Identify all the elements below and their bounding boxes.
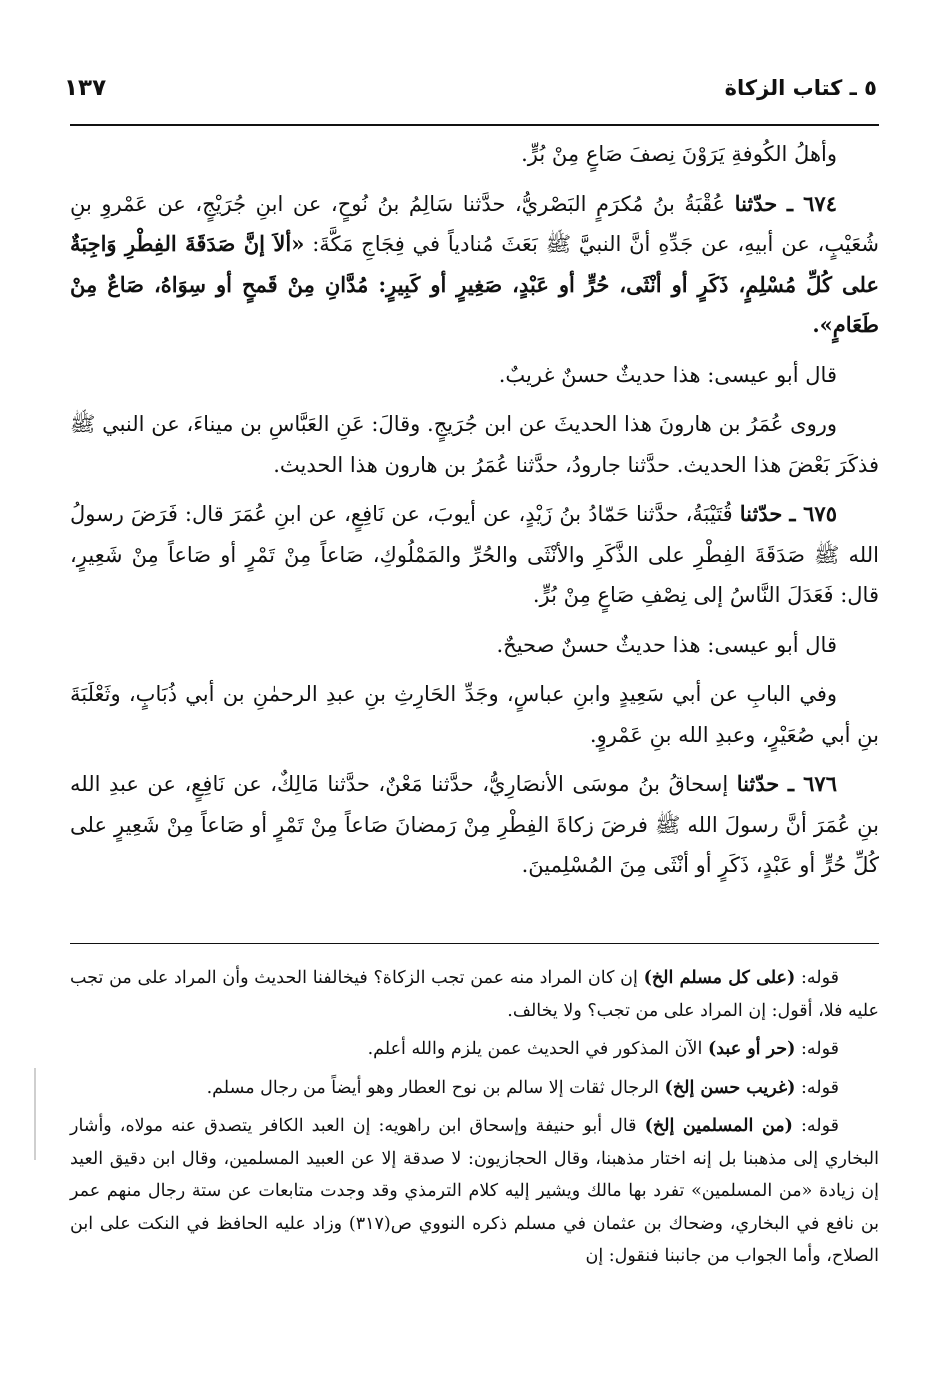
paragraph-text: وفي البابِ عن أبي سَعِيدٍ وابنِ عباسٍ، وجَدِّ الحَارِثِ بنِ عبدِ الرحمٰنِ بن أبي ذُبَابٍ، وثَعْلَبَةَ بنِ أبي صُعَيْرٍ، وعبدِ الله بنِ عَمْروٍ. xyxy=(70,682,879,747)
paragraph-text: وأهلُ الكُوفةِ يَرَوْنَ نِصفَ صَاعٍ مِنْ بُرٍّ. xyxy=(521,142,837,166)
footnote-prefix: قوله: xyxy=(795,968,839,988)
paragraph-bab xyxy=(70,674,879,755)
grading-675 xyxy=(70,625,879,666)
grading-674 xyxy=(70,355,879,396)
footnote-text: الرجال ثقات إلا سالم بن نوح العطار وهو أيضاً من رجال مسلم. xyxy=(206,1077,665,1098)
footnote-text: إن كان المراد منه عمن تجب الزكاة؟ فيخالفنا الحديث وأن المراد على من تجب عليه فلا، أقول: إن المراد على من تجب؟ ولا يخالف. xyxy=(70,968,879,1021)
hadith-text: قُتَيْبَةُ، حدَّثنا حَمّادُ بنُ زَيْدٍ، عن أيوبَ، عن نَافِعٍ، عن ابنِ عُمَرَ قال: فَرَضَ رسولُ الله ﷺ صَدَقَةَ الفِطْرِ على الذَّكَرِ والأنْثَى والحُرِّ والمَمْلُوكِ، صَاعاً مِنْ تَمْرٍ أو صَاعاً مِنْ شَعِيرٍ، قال: فَعَدَلَ النَّاسُ إلى نِصْفِ صَاعٍ مِنْ بُرٍّ. xyxy=(70,502,879,607)
footnote-4 xyxy=(70,1110,879,1273)
footnote-divider xyxy=(70,943,879,944)
hadith-isnad: عُقْبَةُ بنُ مُكرَمٍ البَصْريُّ، حدَّثنا سَالِمُ بنُ نُوحٍ، عن ابنِ جُرَيْجٍ، عن عَمْروِ بنِ شُعَيْبٍ، عن أبيهِ، عن جَدِّهِ أنَّ النبيَّ ﷺ بَعَثَ مُنادياً في فِجَاجِ مَكَّةَ: xyxy=(70,191,880,256)
footnote-prefix: قوله: xyxy=(792,1116,839,1136)
footnote-2 xyxy=(70,1033,879,1066)
footnote-text: قال أبو حنيفة وإسحاق ابن راهويه: إن العبد الكافر يتصدق عنه مولاه، وأشار البخاري إلى مذهبنا بل إنه اختار مذهبنا، وقال الحجازيون: لا صدقة إلا عن العبيد المسلمين، وقال ابن دقيق العيد إن زيادة «من المسلمين» تفرد بها مالك ويشير إليه كلام الترمذي وقد وجدت متابعات عن ستة رجال منهم عمر بن نافع في البخاري، وضحاك بن عثمان في مسلم ذكره النووي ص(٣١٧) وزاد عليه الحافظ في النكت على ابن الصلاح، وأما الجواب من جانبنا فنقول: إن xyxy=(70,1116,880,1266)
footnote-prefix: قوله: xyxy=(795,1077,839,1098)
footnote-lemma: (حر أو عبد) xyxy=(707,1039,796,1059)
footnote-3 xyxy=(70,1072,879,1105)
footnote-1 xyxy=(70,962,879,1027)
paragraph-text: قال أبو عيسى: هذا حديثٌ حسنٌ غريبٌ. xyxy=(498,362,837,387)
main-text xyxy=(70,134,879,895)
footnote-lemma: (غريب حسن إلخ) xyxy=(664,1077,796,1098)
scan-margin-mark xyxy=(34,1068,36,1160)
hadith-lead: حدّثنا xyxy=(739,501,783,526)
paragraph-riwaya xyxy=(70,404,879,485)
hadith-674 xyxy=(70,184,879,346)
hadith-number: ٦٧٥ ـ xyxy=(789,501,837,526)
hadith-676 xyxy=(70,764,879,886)
hadith-lead: حدّثنا xyxy=(736,771,780,796)
footnote-lemma: (على كل مسلم الخ) xyxy=(643,968,796,988)
hadith-number: ٦٧٦ ـ xyxy=(787,771,837,796)
hadith-lead: حدّثنا xyxy=(734,190,778,216)
chapter-title: ٥ ـ كتاب الزكاة xyxy=(724,76,877,100)
footnote-prefix: قوله: xyxy=(795,1039,839,1059)
page-number: ١٣٧ xyxy=(64,75,107,101)
footnote-lemma: (من المسلمين إلخ) xyxy=(644,1116,793,1136)
header-divider xyxy=(70,124,879,126)
paragraph-kufa xyxy=(70,134,879,175)
hadith-675 xyxy=(70,494,879,616)
hadith-matn: «ألاَ إنَّ صَدَقَةَ الفِطْرِ وَاجِبَةٌ على كُلِّ مُسْلِمٍ، ذَكَرٍ أو أنْثَى، حُرٍّ أو عَبْدٍ، صَغِيرٍ أو كَبِيرٍ: مُدَّانِ مِنْ قَمحٍ أو سِوَاهُ، صَاعٌ مِنْ طَعَامٍ». xyxy=(70,231,879,337)
paragraph-text: قال أبو عيسى: هذا حديثٌ حسنٌ صحيحٌ. xyxy=(496,632,837,657)
hadith-text: إسحاقُ بنُ موسَى الأنصَارِيُّ، حدَّثنا مَعْنٌ، حدَّثنا مَالِكٌ، عن نَافِعٍ، عن عبدِ الله بنِ عُمَرَ أنَّ رسولَ الله ﷺ فرضَ زكاةَ الفِطْرِ مِنْ رَمضانَ صَاعاً مِنْ تَمْرٍ أو صَاعاً مِنْ شَعِيرٍ على كُلِّ حُرٍّ أو عَبْدٍ، ذَكَرٍ أو أنْثَى مِنَ المُسْلِمينَ. xyxy=(70,772,879,877)
hadith-number: ٦٧٤ ـ xyxy=(786,190,837,216)
running-header xyxy=(64,66,877,110)
footnotes xyxy=(70,962,879,1279)
footnote-text: الآن المذكور في الحديث عمن يلزم والله أعلم. xyxy=(367,1039,708,1059)
paragraph-text: وروى عُمَرُ بن هارونَ هذا الحديثَ عن ابن جُرَيجٍ. وقالَ: عَنِ العَبَّاسِ بن ميناءَ، عن النبي ﷺ فذكَرَ بَعْضَ هذا الحديث. حدَّثنا جارودُ، حدَّثنا عُمَرُ بن هارون هذا الحديث. xyxy=(70,412,879,477)
